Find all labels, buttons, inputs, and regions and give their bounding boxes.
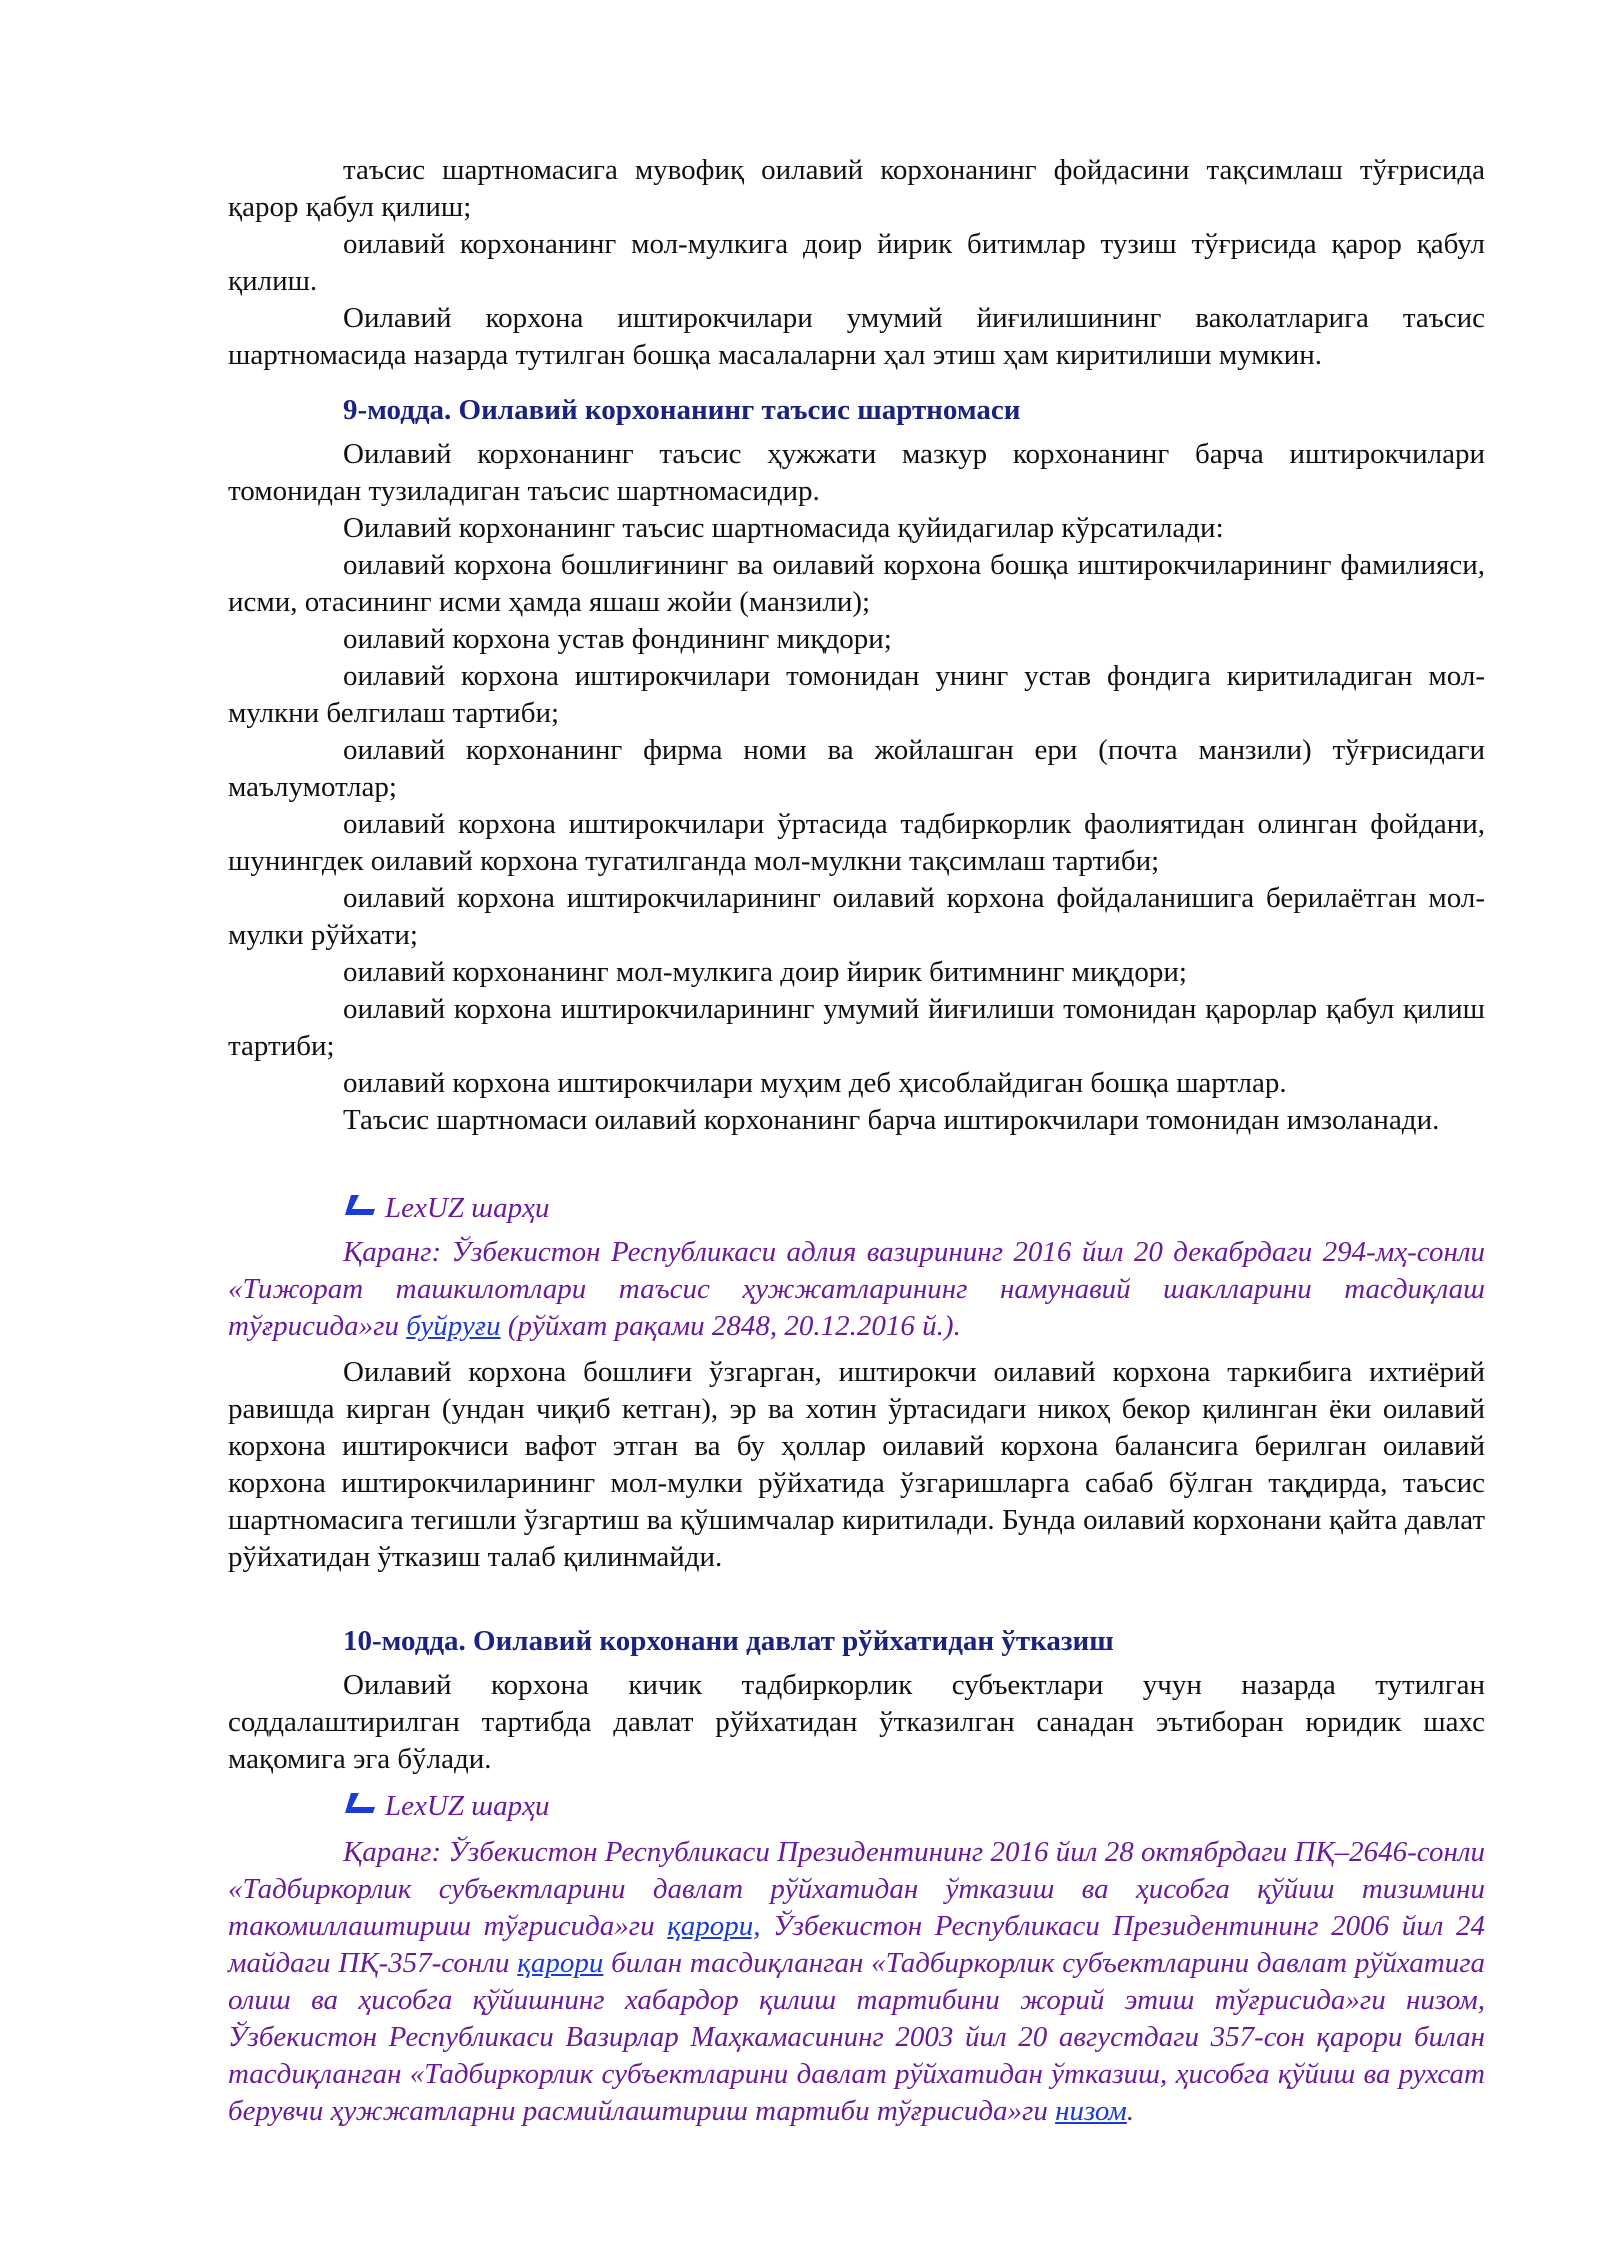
paragraph: оилавий корхонанинг фирма номи ва жойлашган ери (почта манзили) тўғрисидаги маълумотлар; xyxy=(228,734,1485,803)
paragraph: оилавий корхона бошлиғининг ва оилавий корхона бошқа иштирокчиларининг фамилияси, исми, отасининг исми ҳамда яшаш жойи (манзили); xyxy=(228,549,1485,618)
note-text: билан тасдиқланган «Тадбиркорлик субъектларини давлат рўйхатига олиш ва ҳисобга қўйишнинг хабардор қилиш тартибини жорий этиш тўғрисида»ги низом, Ўзбекистон Республикаси Вазирлар Маҳкамасининг 2003 йил 20 августдаги 357-сон қарори билан тасдиқланган «Тадбиркорлик субъектларини давлат рўйхатидан ўтказиш, ҳисобга қўйиш ва рухсат берувчи ҳужжатларни расмийлаштириш тартиби тўғрисида»ги xyxy=(228,1947,1486,2127)
article-10-body xyxy=(228,1667,1485,1778)
note-text: Ўзбекистон Республикаси Президентининг 2006 йил 24 майдаги ПҚ-357-сонли xyxy=(228,1910,1486,1979)
paragraph: Оилавий корхона бошлиғи ўзгарган, иштирокчи оилавий корхона таркибига ихтиёрий равишда кирган (ундан чиқиб кетган), эр ва хотин ўртасидаги никоҳ бекор қилинган ёки оилавий корхона иштирокчиси вафот этган ва бу ҳоллар оилавий корхона балансига берилган оилавий корхона иштирокчиларининг мол-мулки рўйхатида ўзгаришларга сабаб бўлган тақдирда, таъсис шартномасига тегишли ўзгартиш ва қўшимчалар киритилади. Бунда оилавий корхонани қайта давлат рўйхатидан ўтказиш талаб қилинмайди. xyxy=(228,1356,1485,1573)
article-10-note-section xyxy=(228,1834,1485,2130)
article-9-body xyxy=(228,436,1485,1139)
order-link[interactable]: буйруғи xyxy=(406,1310,501,1342)
lexuz-commentary-1[interactable] xyxy=(343,1190,549,1227)
top-section xyxy=(228,152,1485,374)
paragraph: Оилавий корхона кичик тадбиркорлик субъектлари учун назарда тутилган соддалаштирилган тартибда давлат рўйхатидан ўтказилган санадан эътиборан юридик шахс мақомига эга бўлади. xyxy=(228,1669,1485,1775)
article-10-title: 10-модда. Оилавий корхонани давлат рўйхатидан ўтказиш xyxy=(343,1625,1114,1657)
paragraph: Оилавий корхонанинг таъсис шартномасида қуйидагилар кўрсатилади: xyxy=(343,512,1224,544)
lexuz-logo-icon xyxy=(343,1788,377,1825)
lexuz-label: LexUZ шарҳи xyxy=(385,1790,550,1822)
paragraph: оилавий корхона иштирокчилари ўртасида тадбиркорлик фаолиятидан олинган фойдани, шунингдек оилавий корхона тугатилганда мол-мулкни тақсимлаш тартиби; xyxy=(228,808,1485,877)
article-9-title: 9-модда. Оилавий корхонанинг таъсис шартномаси xyxy=(343,394,1021,426)
commentary-note xyxy=(228,1234,1485,1345)
paragraph: оилавий корхонанинг мол-мулкига доир йирик битимнинг миқдори; xyxy=(343,956,1187,988)
resolution-link-2[interactable]: қарори xyxy=(517,1947,604,1979)
regulation-link[interactable]: низом xyxy=(1055,2095,1127,2127)
note-text: (рўйхат рақами 2848, 20.12.2016 й.). xyxy=(500,1310,961,1342)
paragraph: оилавий корхона устав фондининг миқдори; xyxy=(343,623,892,655)
lexuz-commentary-2[interactable] xyxy=(343,1788,549,1825)
lexuz-label: LexUZ шарҳи xyxy=(385,1192,550,1224)
note-text: Қаранг: Ўзбекистон Республикаси Президентининг 2016 йил 28 октябрдаги ПҚ–2646-сонли «Тадбиркорлик субъектларини давлат рўйхатидан ўтказиш ва ҳисобга қўйиш тизимини такомиллаштириш тўғрисида»ги xyxy=(228,1836,1485,1942)
paragraph: оилавий корхона иштирокчиларининг оилавий корхона фойдаланишига берилаётган мол-мулки рўйхати; xyxy=(228,882,1485,951)
paragraph: оилавий корхона иштирокчилари томонидан унинг устав фондига киритиладиган мол-мулкни белгилаш тартиби; xyxy=(228,660,1485,729)
document-page xyxy=(228,0,1485,2262)
paragraph: Оилавий корхонанинг таъсис ҳужжати мазкур корхонанинг барча иштирокчилари томонидан тузиладиган таъсис шартномасидир. xyxy=(228,438,1485,507)
commentary-note xyxy=(228,1834,1485,2130)
paragraph: оилавий корхона иштирокчиларининг умумий йиғилиши томонидан қарорлар қабул қилиш тартиби; xyxy=(228,993,1485,1062)
paragraph: Оилавий корхона иштирокчилари умумий йиғилишининг ваколатларига таъсис шартномасида назарда тутилган бошқа масалаларни ҳал этиш ҳам киритилиши мумкин. xyxy=(228,302,1485,371)
article-9-note-section xyxy=(228,1234,1485,1576)
paragraph: Таъсис шартномаси оилавий корхонанинг барча иштирокчилари томонидан имзоланади. xyxy=(343,1104,1440,1136)
resolution-link-1[interactable]: қарори, xyxy=(667,1910,761,1942)
note-text: . xyxy=(1126,2095,1135,2127)
paragraph: таъсис шартномасига мувофиқ оилавий корхонанинг фойдасини тақсимлаш тўғрисида қарор қабул қилиш; xyxy=(228,154,1485,223)
note-text: Қаранг: Ўзбекистон Республикаси адлия вазирининг 2016 йил 20 декабрдаги 294-мҳ-сонли «Тижорат ташкилотлари таъсис ҳужжатларининг намунавий шаклларини тасдиқлаш тўғрисида»ги xyxy=(228,1236,1485,1342)
lexuz-logo-icon xyxy=(343,1190,377,1227)
paragraph: оилавий корхонанинг мол-мулкига доир йирик битимлар тузиш тўғрисида қарор қабул қилиш. xyxy=(228,228,1485,297)
paragraph: оилавий корхона иштирокчилари муҳим деб ҳисоблайдиган бошқа шартлар. xyxy=(343,1067,1287,1099)
